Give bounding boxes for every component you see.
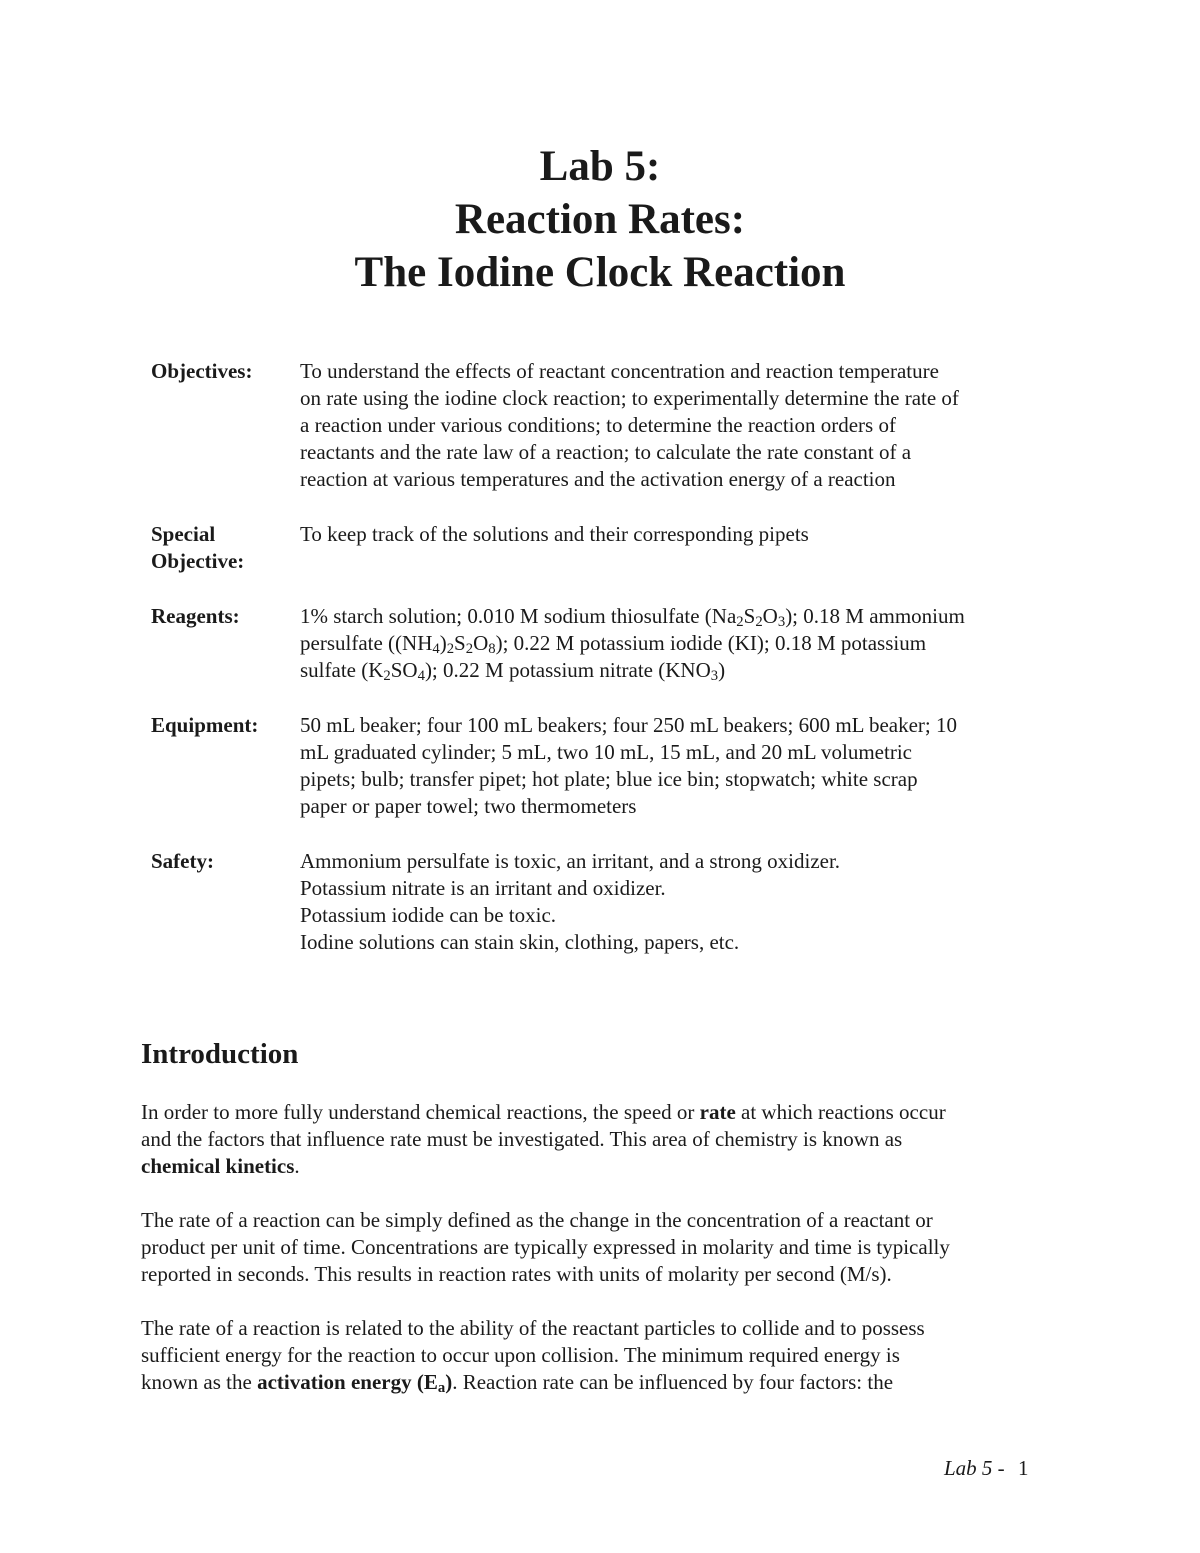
text-line: reported in seconds. This results in reaction rates with units of molarity per second (M/s). bbox=[141, 1262, 892, 1286]
text-line: a reaction under various conditions; to determine the reaction orders of bbox=[300, 413, 896, 437]
text-line: paper or paper towel; two thermometers bbox=[300, 794, 637, 818]
reagents-label: Reagents: bbox=[151, 604, 240, 628]
objectives-text bbox=[300, 358, 1070, 493]
reagents-row bbox=[151, 603, 1071, 684]
text-line: The rate of a reaction can be simply defined as the change in the concentration of a reactant or bbox=[141, 1208, 933, 1232]
paragraph bbox=[141, 1207, 1071, 1288]
label-line: Objective: bbox=[151, 549, 245, 573]
safety-text bbox=[300, 848, 1070, 956]
text-line: product per unit of time. Concentrations are typically expressed in molarity and time is typically bbox=[141, 1235, 950, 1259]
text-line: known as the activation energy $(E_a)$. Reaction rate can be influenced by four factors: the bbox=[141, 1370, 894, 1396]
text-line: To keep track of the solutions and their corresponding pipets bbox=[300, 522, 809, 546]
text-line: sufficient energy for the reaction to occur upon collision. The minimum required energy is bbox=[141, 1343, 900, 1367]
reagents-text bbox=[300, 603, 1070, 684]
footer-label: Lab 5 - bbox=[944, 1456, 1005, 1480]
equipment-text bbox=[300, 712, 1070, 820]
text-line: The rate of a reaction is related to the ability of the reactant particles to collide and to possess bbox=[141, 1316, 925, 1340]
text-line: Potassium nitrate is an irritant and oxidizer. bbox=[300, 876, 666, 900]
special-objective-text bbox=[300, 521, 1070, 575]
text-line: Iodine solutions can stain skin, clothing, papers, etc. bbox=[300, 930, 740, 954]
page-footer bbox=[944, 1456, 1028, 1481]
text-line: mL graduated cylinder; 5 mL, two 10 mL, 15 mL, and 20 mL volumetric bbox=[300, 740, 912, 764]
text-line: To understand the effects of reactant concentration and reaction temperature bbox=[300, 359, 939, 383]
special-objective-label bbox=[151, 521, 291, 575]
text-line: sulfate $(K_2SO_4)$; 0.22 M potassium nitrate $(KNO_3)$ bbox=[300, 658, 726, 684]
text-line: In order to more fully understand chemical reactions, the speed or rate at which reactions occur bbox=[141, 1100, 946, 1124]
text-line: reaction at various temperatures and the activation energy of a reaction bbox=[300, 467, 896, 491]
objectives-row bbox=[151, 358, 1071, 493]
safety-label: Safety: bbox=[151, 849, 214, 873]
special-objective-row bbox=[151, 521, 1071, 575]
text-line: 1% starch solution; 0.010 M sodium thiosulfate $(Na_2S_2O_3)$; 0.18 M ammonium bbox=[300, 604, 965, 630]
objectives-label: Objectives: bbox=[151, 359, 253, 383]
text-line: reactants and the rate law of a reaction; to calculate the rate constant of a bbox=[300, 440, 912, 464]
paragraph bbox=[141, 1315, 1071, 1396]
document-title bbox=[0, 140, 1200, 299]
text-line: pipets; bulb; transfer pipet; hot plate; blue ice bin; stopwatch; white scrap bbox=[300, 767, 918, 791]
text-line: chemical kinetics. bbox=[141, 1154, 300, 1178]
text-line: on rate using the iodine clock reaction; to experimentally determine the rate of bbox=[300, 386, 959, 410]
label-line: Special bbox=[151, 522, 216, 546]
text-line: Potassium iodide can be toxic. bbox=[300, 903, 557, 927]
text-line: persulfate $((NH_4)_2S_2O_8)$; 0.22 M potassium iodide (KI); 0.18 M potassium bbox=[300, 631, 927, 657]
title-line-3: The Iodine Clock Reaction bbox=[354, 249, 846, 296]
page-number: 1 bbox=[1017, 1456, 1029, 1480]
paragraph bbox=[141, 1099, 1071, 1180]
equipment-label: Equipment: bbox=[151, 713, 259, 737]
title-line-1: Lab 5: bbox=[539, 143, 661, 190]
safety-row bbox=[151, 848, 1071, 956]
text-line: and the factors that influence rate must be investigated. This area of chemistry is known as bbox=[141, 1127, 903, 1151]
text-line: 50 mL beaker; four 100 mL beakers; four 250 mL beakers; 600 mL beaker; 10 bbox=[300, 713, 958, 737]
text-line: Ammonium persulfate is toxic, an irritant, and a strong oxidizer. bbox=[300, 849, 841, 873]
lab-info-table bbox=[151, 358, 1071, 984]
equipment-row bbox=[151, 712, 1071, 820]
introduction-body bbox=[141, 1099, 1071, 1423]
title-line-2: Reaction Rates: bbox=[454, 196, 746, 243]
introduction-heading: Introduction bbox=[141, 1038, 299, 1070]
